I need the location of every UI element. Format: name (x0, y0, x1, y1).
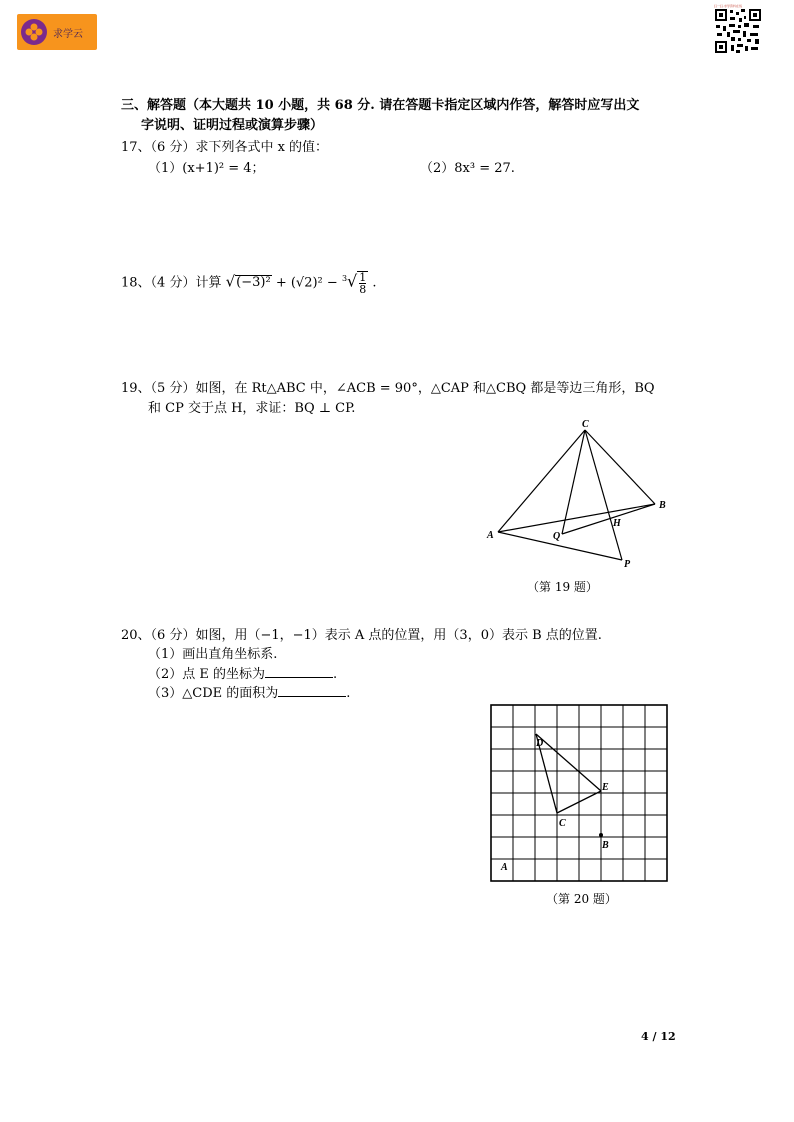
q18-frac-den: 8 (359, 282, 367, 296)
q18-sqrt1-radicand: (−3)² (236, 275, 271, 291)
q17-part1: （1）(x+1)² = 4； (148, 161, 265, 176)
q20-label-C: C (559, 818, 566, 829)
q19-label-C: C (582, 419, 589, 430)
q20-grid-figure (488, 702, 670, 886)
brand-logo (17, 14, 97, 50)
section-heading-line2: 字说明、证明过程或演算步骤） (141, 118, 324, 133)
q17-stem: 17、（6 分）求下列各式中 x 的值： (121, 140, 329, 155)
q18-frac-num: 1 (359, 270, 367, 284)
answer-blank-cde-area[interactable] (278, 684, 346, 697)
q19-label-B: B (659, 500, 666, 511)
q17-part2: （2）8x³ = 27. (420, 161, 515, 176)
q20-label-E: E (602, 782, 609, 793)
q20-part3-end: . (346, 686, 351, 701)
q19-label-P: P (624, 559, 631, 570)
q20-part3 (148, 684, 350, 703)
q20-part2-end: . (333, 667, 338, 682)
q20-part2-text: （2）点 E 的坐标为 (148, 667, 266, 682)
logo-icon (21, 19, 47, 45)
q19-label-A: A (487, 530, 494, 541)
q18-minus: − (326, 275, 338, 291)
q18-end: . (372, 275, 377, 291)
page-number: 4 / 12 (641, 1030, 676, 1043)
q18-cube-index: 3 (341, 274, 348, 283)
q20-part3-text: （3）△CDE 的面积为 (148, 686, 279, 701)
q19-label-Q: Q (553, 531, 561, 542)
q18-plus-term: + (√2)² (275, 275, 323, 291)
q19-caption: （第 19 题） (527, 580, 598, 594)
q18-prefix: 18、（4 分）计算 (121, 275, 222, 291)
q20-label-B: B (602, 840, 609, 851)
q20-stem: 20、（6 分）如图，用（−1，−1）表示 A 点的位置，用（3，0）表示 B 点的位置. (121, 628, 602, 643)
answer-blank-e-coordinates[interactable] (265, 665, 333, 678)
q20-part2 (148, 665, 337, 684)
logo-text: 求学云 (53, 29, 83, 40)
q19-label-H: H (613, 518, 621, 529)
qr-code-icon (714, 4, 762, 56)
q20-label-A: A (501, 862, 508, 873)
q20-caption: （第 20 题） (546, 892, 617, 906)
section-heading-line1: 三、解答题（本大题共 10 小题，共 68 分. 请在答题卡指定区域内作答，解答时应写出文 (121, 98, 640, 113)
q19-figure (480, 418, 680, 578)
q20-label-D: D (536, 738, 544, 749)
q19-line1: 19、（5 分）如图，在 Rt△ABC 中，∠ACB = 90°，△CAP 和△CBQ 都是等边三角形，BQ (121, 381, 655, 396)
qr-caption: 扫一扫·求学资料在线 (714, 4, 742, 8)
q20-part1: （1）画出直角坐标系. (148, 647, 278, 662)
q19-line2: 和 CP 交于点 H，求证：BQ ⊥ CP. (148, 401, 356, 416)
q18-expression: 18、（4 分）计算 √(−3)² + (√2)² − $^3$√ $\frac{1}{8}$ . (121, 270, 377, 296)
